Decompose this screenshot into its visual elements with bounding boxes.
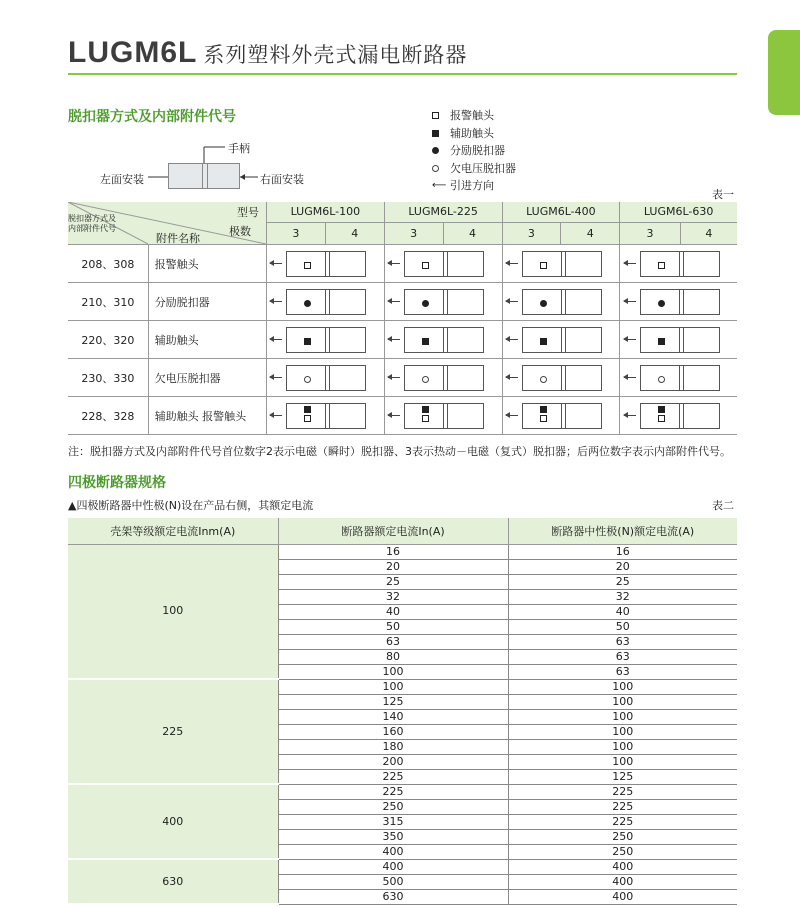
neutral-current: 63 bbox=[508, 649, 737, 664]
filled-square-icon bbox=[658, 406, 665, 413]
filled-dot-icon bbox=[304, 300, 311, 307]
arrow-left-icon bbox=[270, 415, 282, 416]
rated-current: 200 bbox=[278, 754, 508, 769]
rated-current: 32 bbox=[278, 589, 508, 604]
neutral-current: 100 bbox=[508, 739, 737, 754]
legend-label: 辅助触头 bbox=[450, 126, 494, 140]
table-row bbox=[68, 679, 737, 694]
rated-current: 250 bbox=[278, 799, 508, 814]
wiring-symbol bbox=[502, 359, 620, 397]
section2-heading: 四极断路器规格 bbox=[68, 475, 166, 491]
legend-label: 报警触头 bbox=[450, 109, 494, 122]
wiring-symbol bbox=[267, 397, 385, 435]
wiring-symbol bbox=[384, 283, 502, 321]
release-code: 210、310 bbox=[68, 283, 148, 321]
table-row bbox=[68, 321, 737, 359]
open-square-icon bbox=[422, 415, 429, 422]
accessory-name: 欠电压脱扣器 bbox=[148, 359, 266, 397]
arrow-left-icon bbox=[624, 339, 636, 340]
wiring-symbol bbox=[502, 321, 620, 359]
legend-label: 分励脱扣器 bbox=[450, 144, 505, 157]
rated-current: 160 bbox=[278, 724, 508, 739]
corner-release-label: 脱扣器方式及内部附件代号 bbox=[68, 214, 116, 233]
open-circle-icon bbox=[304, 376, 311, 383]
filled-dot-icon bbox=[422, 300, 429, 307]
filled-square-icon bbox=[540, 406, 547, 413]
neutral-current: 250 bbox=[508, 844, 737, 859]
rated-current: 180 bbox=[278, 739, 508, 754]
wiring-symbol bbox=[620, 283, 737, 321]
rated-current: 500 bbox=[278, 874, 508, 889]
corner-accessory-label: 附件名称 bbox=[156, 232, 200, 244]
neutral-current: 16 bbox=[508, 544, 737, 559]
arrow-left-icon bbox=[270, 377, 282, 378]
arrow-left-icon bbox=[270, 263, 282, 264]
arrow-left-icon bbox=[506, 377, 518, 378]
rated-current: 225 bbox=[278, 769, 508, 784]
table-row bbox=[68, 397, 737, 435]
frame-current: 630 bbox=[68, 859, 278, 904]
filled-square-icon bbox=[422, 406, 429, 413]
open-circle-icon bbox=[658, 376, 665, 383]
accessory-name: 报警触头 bbox=[148, 245, 266, 283]
handle-label: 手柄 bbox=[228, 142, 250, 155]
frame-current: 400 bbox=[68, 784, 278, 859]
rated-current: 80 bbox=[278, 649, 508, 664]
filled-square-icon bbox=[540, 338, 547, 345]
arrow-left-icon bbox=[506, 415, 518, 416]
arrow-left-icon bbox=[388, 301, 400, 302]
table-row bbox=[68, 784, 737, 799]
filled-square-icon bbox=[432, 130, 439, 137]
wiring-symbol bbox=[384, 359, 502, 397]
product-title: 系列塑料外壳式漏电断路器 bbox=[203, 43, 468, 67]
wiring-symbol bbox=[267, 321, 385, 359]
open-square-icon bbox=[432, 112, 439, 119]
wiring-symbol bbox=[620, 321, 737, 359]
neutral-current: 400 bbox=[508, 889, 737, 904]
legend bbox=[432, 107, 516, 195]
breaker-outline bbox=[168, 163, 240, 189]
frame-current: 225 bbox=[68, 679, 278, 784]
wiring-symbol bbox=[384, 321, 502, 359]
arrow-left-icon bbox=[270, 339, 282, 340]
accessory-name: 分励脱扣器 bbox=[148, 283, 266, 321]
legend-item bbox=[432, 107, 516, 125]
poles-header: 4 bbox=[325, 222, 384, 244]
neutral-current: 225 bbox=[508, 784, 737, 799]
legend-item bbox=[432, 160, 516, 178]
model-header: LUGM6L-630 bbox=[620, 202, 737, 222]
rated-current: 315 bbox=[278, 814, 508, 829]
right-mount-label: 右面安装 bbox=[260, 173, 304, 186]
poles-header: 3 bbox=[620, 222, 680, 244]
neutral-current: 100 bbox=[508, 679, 737, 694]
neutral-current: 400 bbox=[508, 859, 737, 874]
corner-poles-label: 极数 bbox=[229, 225, 251, 238]
arrow-left-icon bbox=[388, 339, 400, 340]
mounting-diagram bbox=[70, 140, 330, 195]
corner-model-label: 型号 bbox=[237, 206, 259, 219]
table-row bbox=[68, 859, 737, 874]
open-square-icon bbox=[304, 415, 311, 422]
open-square-icon bbox=[540, 415, 547, 422]
section2-subheading: ▲四极断路器中性极(N)设在产品右侧，其额定电流 bbox=[68, 499, 314, 512]
wiring-symbol bbox=[502, 283, 620, 321]
filled-square-icon bbox=[304, 338, 311, 345]
rated-current: 20 bbox=[278, 559, 508, 574]
rated-current: 400 bbox=[278, 859, 508, 874]
filled-dot-icon bbox=[658, 300, 665, 307]
open-square-icon bbox=[540, 262, 547, 269]
release-code: 228、328 bbox=[68, 397, 148, 435]
wiring-symbol bbox=[267, 359, 385, 397]
open-square-icon bbox=[422, 262, 429, 269]
neutral-current: 20 bbox=[508, 559, 737, 574]
column-header: 断路器额定电流In(A) bbox=[278, 518, 508, 544]
neutral-current: 125 bbox=[508, 769, 737, 784]
table2-label: 表二 bbox=[712, 499, 734, 512]
side-tab bbox=[768, 30, 800, 115]
neutral-current: 100 bbox=[508, 754, 737, 769]
frame-current: 100 bbox=[68, 544, 278, 679]
arrow-left-icon: ⟵ bbox=[432, 180, 447, 191]
table-row bbox=[68, 245, 737, 283]
section1-heading: 脱扣器方式及内部附件代号 bbox=[68, 109, 236, 125]
wiring-symbol bbox=[267, 283, 385, 321]
four-pole-spec-table bbox=[68, 518, 737, 905]
neutral-current: 100 bbox=[508, 694, 737, 709]
wiring-symbol bbox=[502, 397, 620, 435]
legend-item bbox=[432, 177, 516, 195]
model-header: LUGM6L-225 bbox=[384, 202, 502, 222]
filled-square-icon bbox=[304, 406, 311, 413]
neutral-current: 250 bbox=[508, 829, 737, 844]
product-logo: LUGM6L bbox=[68, 36, 198, 69]
rated-current: 25 bbox=[278, 574, 508, 589]
neutral-current: 100 bbox=[508, 724, 737, 739]
accessory-name: 辅助触头 报警触头 bbox=[148, 397, 266, 435]
wiring-symbol bbox=[620, 359, 737, 397]
rated-current: 16 bbox=[278, 544, 508, 559]
rated-current: 350 bbox=[278, 829, 508, 844]
table-row bbox=[68, 283, 737, 321]
rated-current: 140 bbox=[278, 709, 508, 724]
accessory-name: 辅助触头 bbox=[148, 321, 266, 359]
arrow-left-icon bbox=[388, 415, 400, 416]
release-code: 230、330 bbox=[68, 359, 148, 397]
neutral-current: 225 bbox=[508, 799, 737, 814]
neutral-current: 63 bbox=[508, 634, 737, 649]
neutral-current: 50 bbox=[508, 619, 737, 634]
neutral-current: 40 bbox=[508, 604, 737, 619]
rated-current: 225 bbox=[278, 784, 508, 799]
wiring-symbol bbox=[267, 245, 385, 283]
poles-header: 3 bbox=[502, 222, 561, 244]
poles-header: 4 bbox=[680, 222, 737, 244]
table-row bbox=[68, 544, 737, 559]
rated-current: 100 bbox=[278, 664, 508, 679]
table-corner bbox=[68, 202, 267, 245]
poles-header: 4 bbox=[443, 222, 502, 244]
open-square-icon bbox=[658, 262, 665, 269]
table1-label: 表一 bbox=[712, 188, 734, 201]
rated-current: 50 bbox=[278, 619, 508, 634]
table-row bbox=[68, 359, 737, 397]
model-header: LUGM6L-400 bbox=[502, 202, 620, 222]
legend-label: 引进方向 bbox=[450, 179, 494, 192]
poles-header: 3 bbox=[267, 222, 326, 244]
release-code: 220、320 bbox=[68, 321, 148, 359]
rated-current: 100 bbox=[278, 679, 508, 694]
legend-item bbox=[432, 142, 516, 160]
arrow-left-icon bbox=[624, 415, 636, 416]
column-header: 断路器中性极(N)额定电流(A) bbox=[508, 518, 737, 544]
wiring-symbol bbox=[620, 397, 737, 435]
legend-item bbox=[432, 125, 516, 143]
arrow-left-icon bbox=[506, 301, 518, 302]
neutral-current: 32 bbox=[508, 589, 737, 604]
open-square-icon bbox=[304, 262, 311, 269]
rated-current: 630 bbox=[278, 889, 508, 904]
filled-square-icon bbox=[658, 338, 665, 345]
wiring-symbol bbox=[620, 245, 737, 283]
arrow-left-icon bbox=[624, 301, 636, 302]
arrow-left-icon bbox=[506, 339, 518, 340]
arrow-left-icon bbox=[388, 377, 400, 378]
page-title bbox=[68, 36, 467, 70]
rated-current: 400 bbox=[278, 844, 508, 859]
rated-current: 125 bbox=[278, 694, 508, 709]
neutral-current: 25 bbox=[508, 574, 737, 589]
rated-current: 63 bbox=[278, 634, 508, 649]
neutral-current: 100 bbox=[508, 709, 737, 724]
model-header: LUGM6L-100 bbox=[267, 202, 385, 222]
arrow-left-icon bbox=[506, 263, 518, 264]
left-mount-label: 左面安装 bbox=[100, 173, 144, 186]
accessory-code-table bbox=[68, 202, 737, 435]
open-circle-icon bbox=[540, 376, 547, 383]
legend-label: 欠电压脱扣器 bbox=[450, 161, 516, 175]
arrow-left-icon bbox=[270, 301, 282, 302]
filled-dot-icon bbox=[432, 147, 439, 154]
table1-note: 注：脱扣器方式及内部附件代号首位数字2表示电磁（瞬时）脱扣器、3表示热动－电磁（复式）脱扣器；后两位数字表示内部附件代号。 bbox=[68, 445, 731, 458]
wiring-symbol bbox=[384, 245, 502, 283]
filled-dot-icon bbox=[540, 300, 547, 307]
arrow-left-icon bbox=[624, 377, 636, 378]
arrow-left-icon bbox=[624, 263, 636, 264]
neutral-current: 225 bbox=[508, 814, 737, 829]
open-circle-icon bbox=[432, 165, 439, 172]
title-divider bbox=[68, 73, 737, 75]
rated-current: 40 bbox=[278, 604, 508, 619]
open-circle-icon bbox=[422, 376, 429, 383]
poles-header: 4 bbox=[561, 222, 620, 244]
poles-header: 3 bbox=[384, 222, 443, 244]
release-code: 208、308 bbox=[68, 245, 148, 283]
open-square-icon bbox=[658, 415, 665, 422]
wiring-symbol bbox=[384, 397, 502, 435]
column-header: 壳架等级额定电流Inm(A) bbox=[68, 518, 278, 544]
filled-square-icon bbox=[422, 338, 429, 345]
neutral-current: 63 bbox=[508, 664, 737, 679]
arrow-left-icon bbox=[388, 263, 400, 264]
wiring-symbol bbox=[502, 245, 620, 283]
neutral-current: 400 bbox=[508, 874, 737, 889]
